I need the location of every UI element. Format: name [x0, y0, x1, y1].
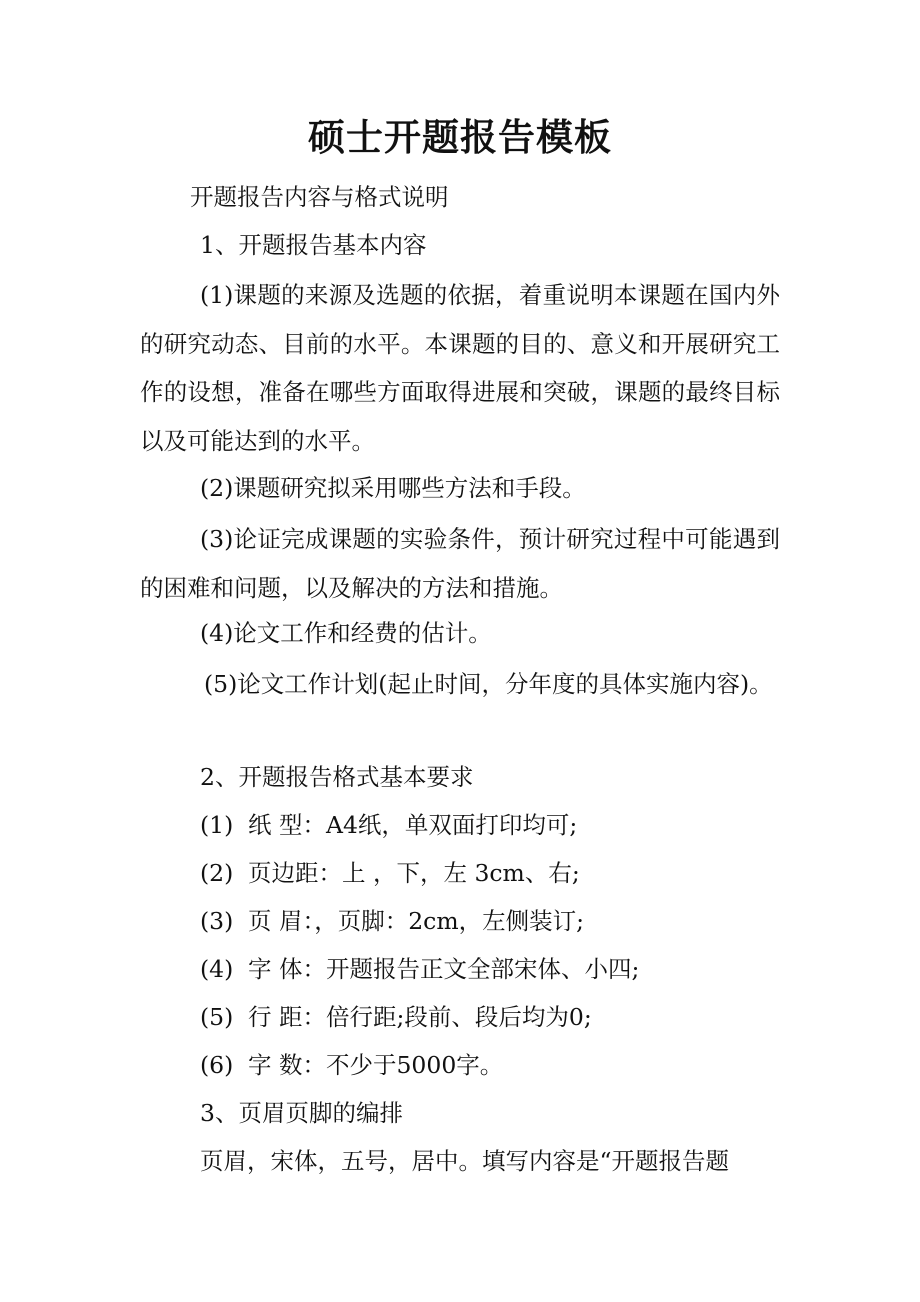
- document-title: 硕士开题报告模板: [308, 115, 612, 159]
- section-1-heading: 1、开题报告基本内容: [200, 231, 427, 259]
- section-1-item-5: (5)论文工作计划(起止时间，分年度的具体实施内容)。: [204, 670, 773, 698]
- spec-row: [200, 906, 584, 936]
- section-1-item-2: (2)课题研究拟采用哪些方法和手段。: [200, 474, 586, 502]
- spec-text: 行 距：倍行距;段前、段后均为0;: [248, 1003, 592, 1031]
- spec-text: 页边距：上 ，下，左 3cm、右;: [248, 859, 580, 887]
- spec-text: 纸 型：A4纸，单双面打印均可;: [248, 811, 578, 839]
- section-2-heading: 2、开题报告格式基本要求: [200, 763, 474, 791]
- spec-row: [200, 858, 580, 888]
- spec-text: 页 眉：，页脚：2cm，左侧装订;: [248, 907, 585, 935]
- spec-number: (4): [200, 955, 234, 983]
- spec-text: 字 体：开题报告正文全部宋体、小四;: [248, 955, 640, 983]
- spec-row: [200, 1050, 503, 1080]
- spec-row: [200, 810, 577, 840]
- spec-number: (2): [200, 859, 234, 887]
- section-3-body: 页眉，宋体，五号，居中。填写内容是“开题报告题: [200, 1147, 730, 1175]
- spec-number: (1): [200, 811, 234, 839]
- spec-number: (3): [200, 907, 234, 935]
- section-1-item-1: (1)课题的来源及选题的依据，着重说明本课题在国内外的研究动态、目前的水平。本课题的目的、意义和开展研究工作的设想，准备在哪些方面取得进展和突破，课题的最终目标以及可能达到的水平。: [140, 281, 780, 455]
- subtitle: 开题报告内容与格式说明: [190, 183, 449, 211]
- section-1-item-3: (3)论证完成课题的实验条件，预计研究过程中可能遇到的困难和问题，以及解决的方法和措施。: [140, 525, 780, 602]
- section-1-item-4: (4)论文工作和经费的估计。: [200, 619, 492, 647]
- spec-number: (5): [200, 1003, 234, 1031]
- spec-row: [200, 954, 639, 984]
- spec-text: 字 数：不少于5000字。: [248, 1051, 504, 1079]
- spec-number: (6): [200, 1051, 234, 1079]
- section-3-heading: 3、页眉页脚的编排: [200, 1099, 403, 1127]
- spec-row: [200, 1002, 592, 1032]
